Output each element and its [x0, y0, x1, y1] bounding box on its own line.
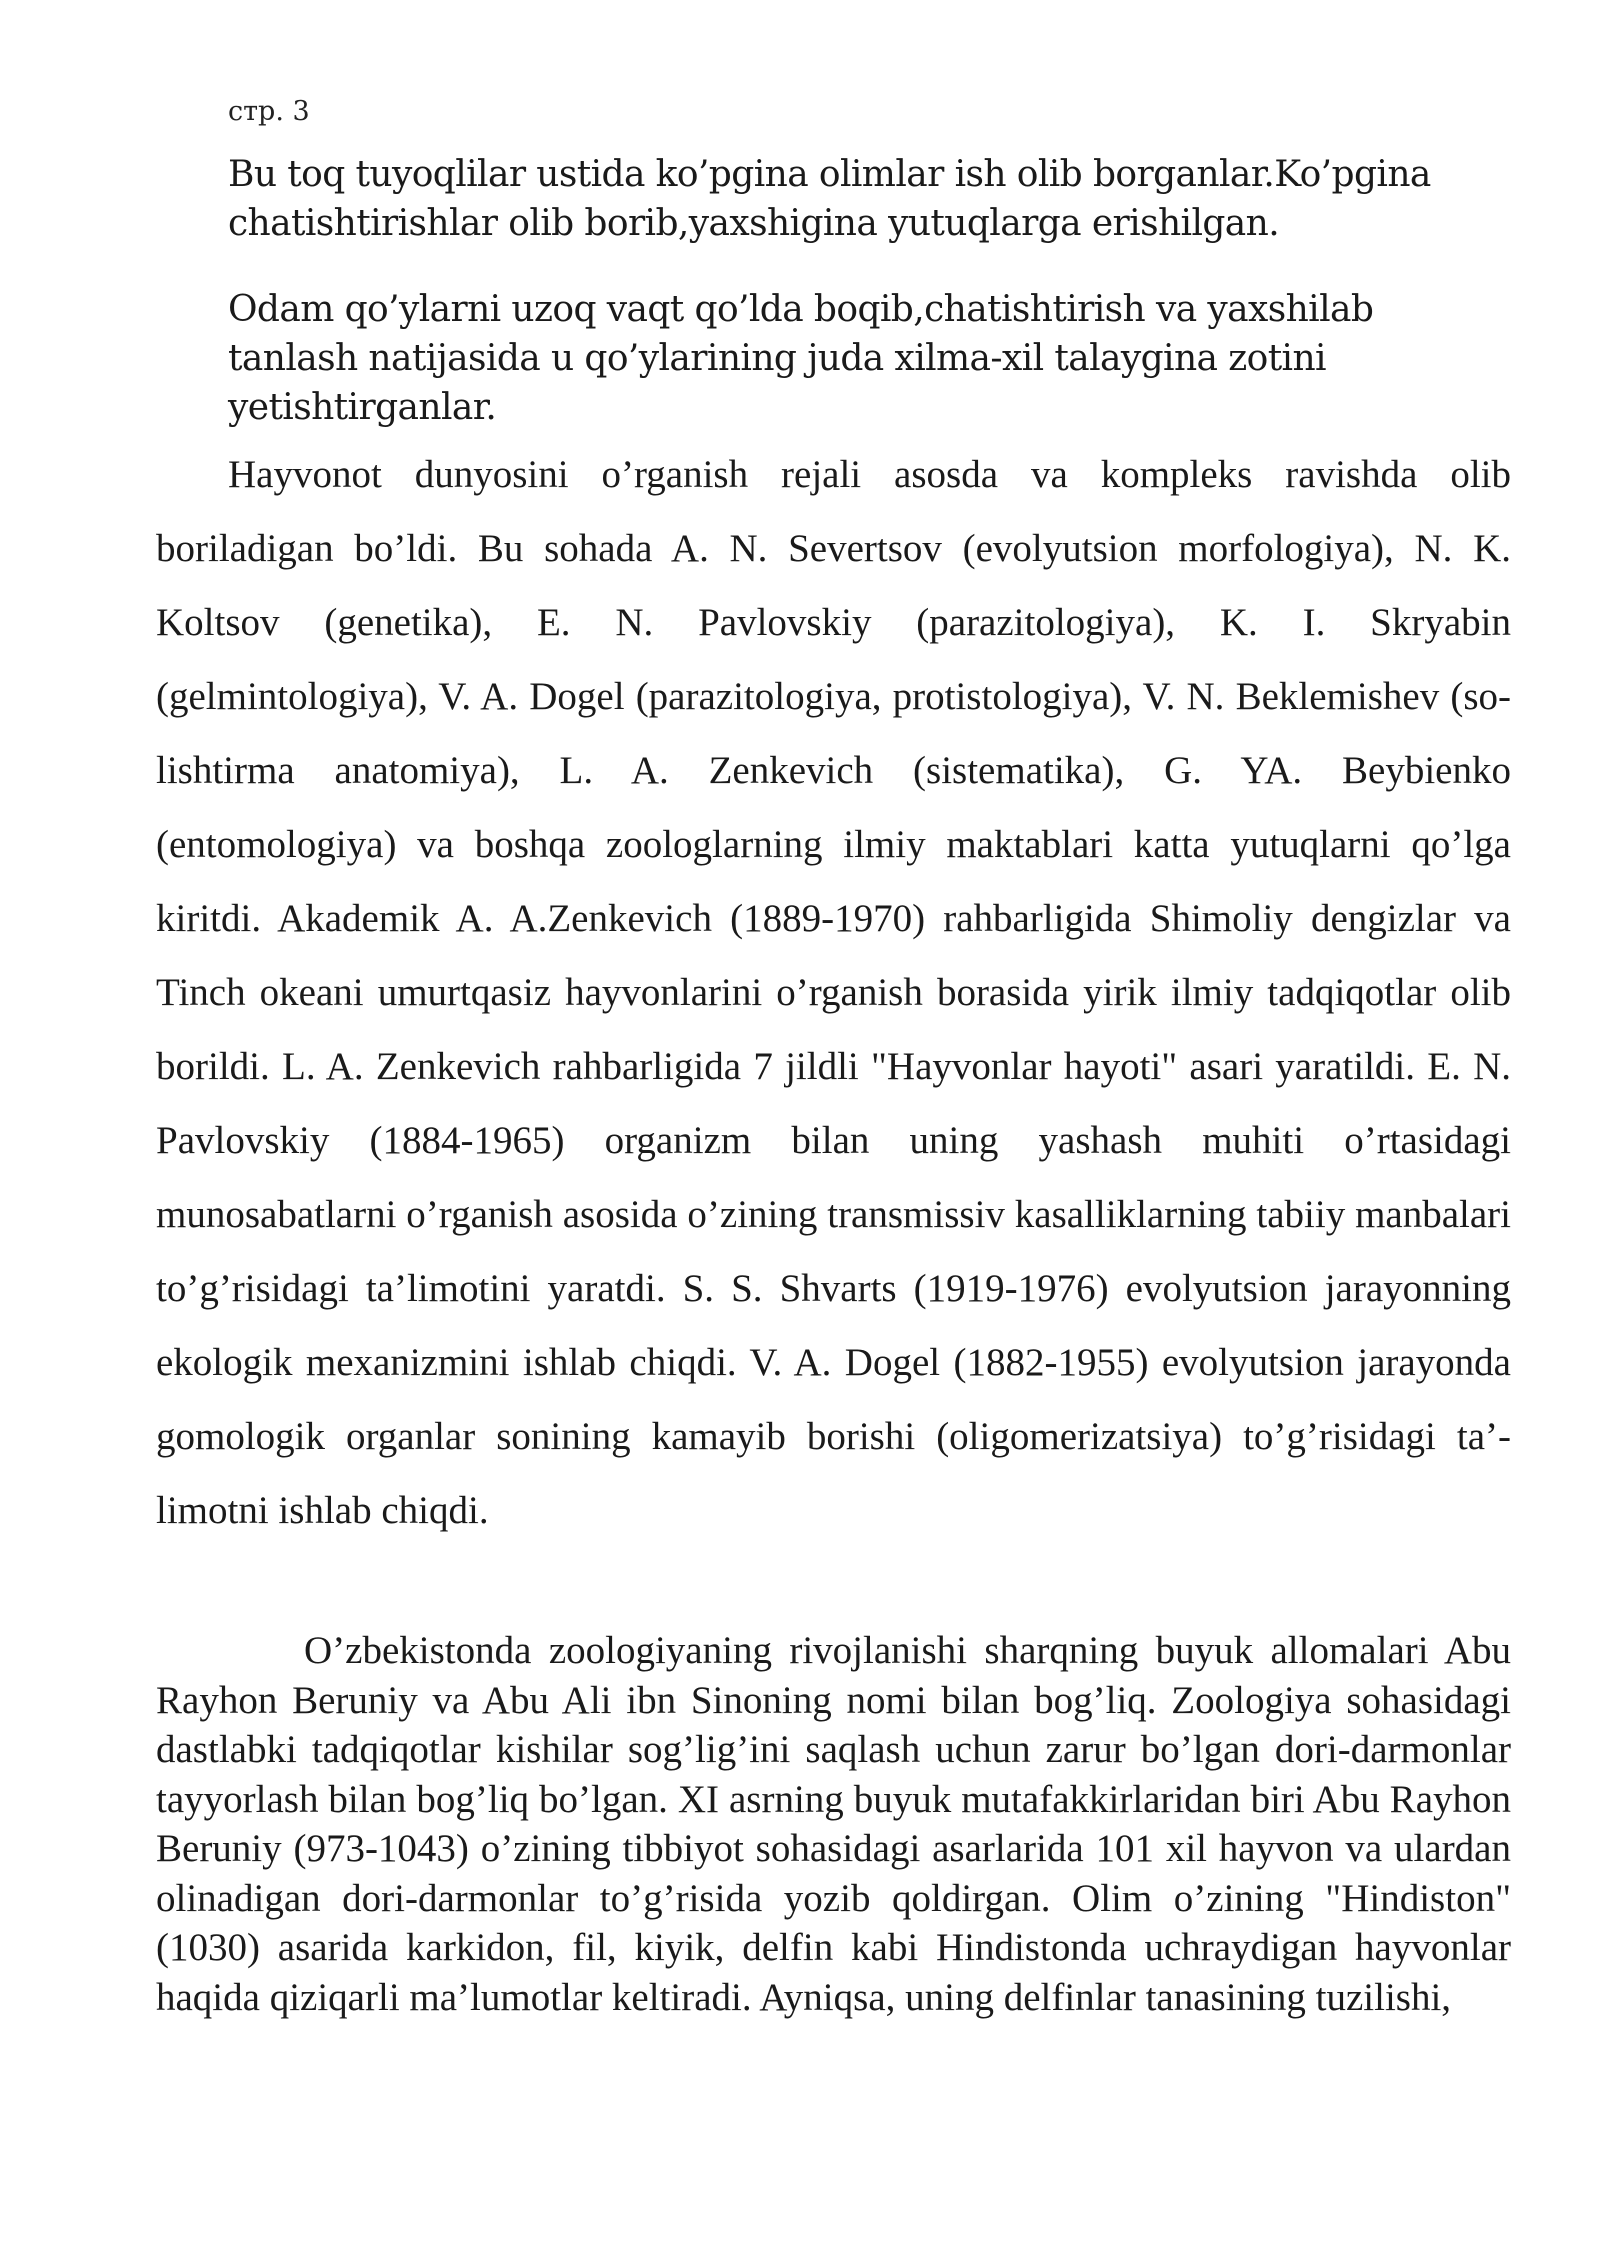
paragraph-sheep-breeding: Odam qo’ylarni uzoq vaqt qo’lda boqib,chatishtirish va yaxshilab tanlash natijasida u qo’ylarining juda xilma-xil talaygina zotini yetishtirganlar.	[228, 289, 1374, 428]
paragraph-uzbekistan-zoology: O’zbekistonda zoologiyaning rivojlanishi sharqning buyuk allomalari Abu Rayhon Beruniy va Abu Ali ibn Sinoning nomi bilan bog’liq. Zoologiya sohasidagi dastlabki tadqiqotlar kishilar sog’lig’ini saqlash uchun zarur bo’lgan dori-darmonlar tayyorlash bilan bog’liq bo’lgan. XI asrning buyuk mutafakkirlaridan biri Abu Rayhon Beruniy (973-1043) o’zining tibbiyot sohasidagi asarlarida 101 xil hayvon va ulardan olinadigan dori-darmonlar to’g’risida yozib qoldirgan. Olim o’zining "Hindiston" (1030) asarida karkidon, fil, kiyik, delfin kabi Hindistonda uchraydigan hayvonlar haqida qiziqarli ma’lumotlar keltiradi. Ayniqsa, uning delfinlar tanasining tuzilishi,	[156, 1629, 1511, 2019]
paragraph-breeding-scientists: Bu toq tuyoqlilar ustida ko’pgina olimlar ish olib borganlar.Ko’pgina chatishtirishlar olib borib,yaxshigina yutuqlarga erishilgan.	[228, 154, 1431, 244]
paragraph-zoology-schools: Hayvonot dunyosini o’rganish rejali asosda va kompleks ravishda olib boriladigan bo’ldi. Bu sohada A. N. Severtsov (evolyutsion morfologiya), N. K. Koltsov (genetika), E. N. Pavlovskiy (parazitologiya), K. I. Skryabin (gelmintologiya), V. A. Dogel (parazitologiya, protistologiya), V. N. Beklemishev (so-lishtirma anatomiya), L. A. Zenkevich (sistematika), G. YA. Beybienko (entomologiya) va boshqa zoologlarning ilmiy maktablari katta yutuqlarni qo’lga kiritdi. Akademik A. A.Zenkevich (1889-1970) rahbarligida Shimoliy dengizlar va Tinch okeani umurtqasiz hayvonlarini o’rganish borasida yirik ilmiy tadqiqotlar olib borildi. L. A. Zenkevich rahbarligida 7 jildli "Hayvonlar hayoti" asari yaratildi. E. N. Pavlovskiy (1884-1965) organizm bilan uning yashash muhiti o’rtasidagi munosabatlarni o’rganish asosida o’zining transmissiv kasalliklarning tabiiy manbalari to’g’risidagi ta’limotini yaratdi. S. S. Shvarts (1919-1976) evolyutsion jarayonning ekologik mexanizmini ishlab chiqdi. V. A. Dogel (1882-1955) evolyutsion jarayonda gomologik organlar sonining kamayib borishi (oligomerizatsiya) to’g’risidagi ta’-limotni ishlab chiqdi.	[156, 453, 1511, 1532]
page-number-label: стр. 3	[228, 96, 310, 127]
